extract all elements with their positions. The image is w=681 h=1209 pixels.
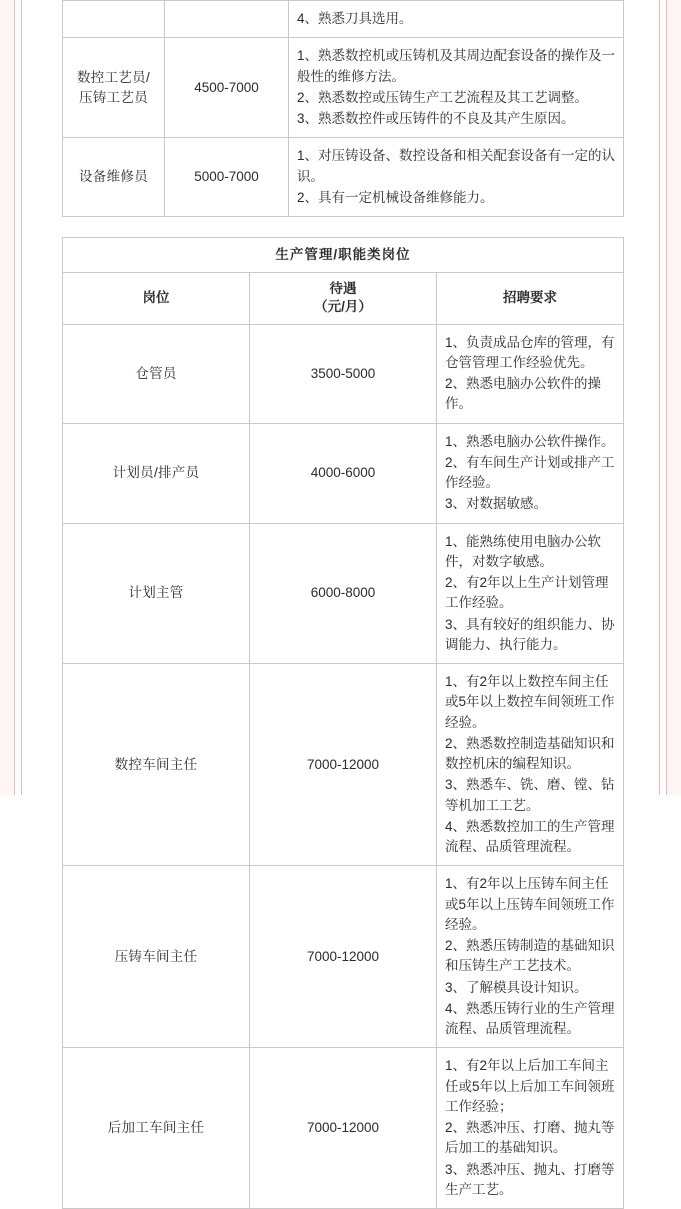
table-row [63,1048,624,1209]
requirement-line: 1、能熟练使用电脑办公软件，对数字敏感。 [445,533,602,569]
section-title-row [63,238,624,273]
requirement-line: 3、熟悉数控件或压铸件的不良及其产生原因。 [297,111,575,126]
requirement-line: 4、熟悉刀具选用。 [297,11,413,26]
technical-positions-table-continued [62,0,624,217]
requirement-line: 2、熟悉压铸制造的基础知识和压铸生产工艺技术。 [445,938,615,974]
requirement-line: 1、负责成品仓库的管理，有仓管管理工作经验优先。 [445,334,615,370]
table-row [63,866,624,1048]
header-requirement: 招聘要求 [437,273,624,324]
position-cell: 数控工艺员/压铸工艺员 [63,38,165,138]
salary-cell: 4500-7000 [165,38,289,138]
requirement-line: 1、熟悉电脑办公软件操作。 [445,433,615,449]
position-cell [63,1,165,38]
position-cell: 计划主管 [63,523,250,664]
requirements-cell [289,138,624,217]
position-label-clipped [71,10,156,28]
document-content [62,0,624,1209]
requirement-line: 2、熟悉冲压、打磨、抛丸等后加工的基础知识。 [445,1120,615,1156]
management-positions-table [62,237,624,1209]
requirement-line: 4、熟悉数控加工的生产管理流程、品质管理流程。 [445,818,615,855]
requirement-line: 3、对数据敏感。 [445,496,548,512]
table-gap [62,217,624,237]
requirements-cell [289,38,624,138]
table-row [63,664,624,866]
table-row [63,38,624,138]
table-row [63,138,624,217]
header-salary-line2: （元/月） [314,299,372,315]
frame-line-left-inner [21,0,22,795]
requirement-line: 4、熟悉压铸行业的生产管理流程、品质管理流程。 [445,1000,615,1037]
requirement-line: 2、有车间生产计划或排产工作经验。 [445,454,615,491]
salary-cell: 7000-12000 [250,866,437,1048]
table-header-row [63,273,624,324]
requirement-line: 2、有2年以上生产计划管理工作经验。 [445,575,609,611]
frame-line-right-outer [666,0,667,795]
table-row [63,423,624,523]
salary-cell: 4000-6000 [250,423,437,523]
requirement-line: 3、具有较好的组织能力、协调能力、执行能力。 [445,616,615,652]
header-salary-line1: 待遇 [329,281,357,297]
requirements-cell [437,866,624,1048]
salary-cell: 6000-8000 [250,523,437,664]
requirement-line: 3、熟悉冲压、抛丸、打磨等生产工艺。 [445,1161,615,1197]
salary-cell: 7000-12000 [250,1048,437,1209]
requirement-line: 1、有2年以上压铸车间主任或5年以上压铸车间领班工作经验。 [445,876,615,932]
salary-cell: 7000-12000 [250,664,437,866]
requirements-cell [437,664,624,866]
requirement-line: 1、熟悉数控机或压铸机及其周边配套设备的操作及一般性的维修方法。 [297,48,616,84]
frame-edge-right [667,0,681,795]
frame-line-left-outer [14,0,15,795]
salary-cell: 3500-5000 [250,324,437,423]
requirement-line: 1、有2年以上后加工车间主任或5年以上后加工车间领班工作经验； [445,1058,615,1114]
requirement-line: 3、熟悉车、铣、磨、镗、钻等机加工工艺。 [445,777,615,813]
header-position: 岗位 [63,273,250,324]
requirements-cell [437,423,624,523]
requirements-cell [437,523,624,664]
requirement-line: 2、熟悉数控或压铸生产工艺流程及其工艺调整。 [297,89,589,105]
requirements-cell [437,324,624,423]
requirements-cell [437,1048,624,1209]
position-cell: 后加工车间主任 [63,1048,250,1209]
position-cell: 压铸车间主任 [63,866,250,1048]
frame-edge-left [0,0,14,795]
position-cell: 设备维修员 [63,138,165,217]
requirement-line: 1、对压铸设备、数控设备和相关配套设备有一定的认识。 [297,148,616,184]
table-row [63,324,624,423]
requirement-line: 3、了解模具设计知识。 [445,979,588,995]
requirement-line: 2、熟悉电脑办公软件的操作。 [445,376,602,412]
table-row [63,1,624,38]
requirement-line: 2、熟悉数控制造基础知识和数控机床的编程知识。 [445,735,615,772]
table-row [63,523,624,664]
frame-line-right-inner [659,0,660,795]
requirement-line: 2、具有一定机械设备维修能力。 [297,189,494,205]
position-cell: 数控车间主任 [63,664,250,866]
position-cell: 计划员/排产员 [63,423,250,523]
header-salary [250,273,437,324]
salary-cell [165,1,289,38]
section-title: 生产管理/职能类岗位 [63,238,624,273]
position-cell: 仓管员 [63,324,250,423]
requirement-line: 1、有2年以上数控车间主任或5年以上数控车间领班工作经验。 [445,674,615,730]
requirements-cell [289,1,624,38]
salary-cell: 5000-7000 [165,138,289,217]
